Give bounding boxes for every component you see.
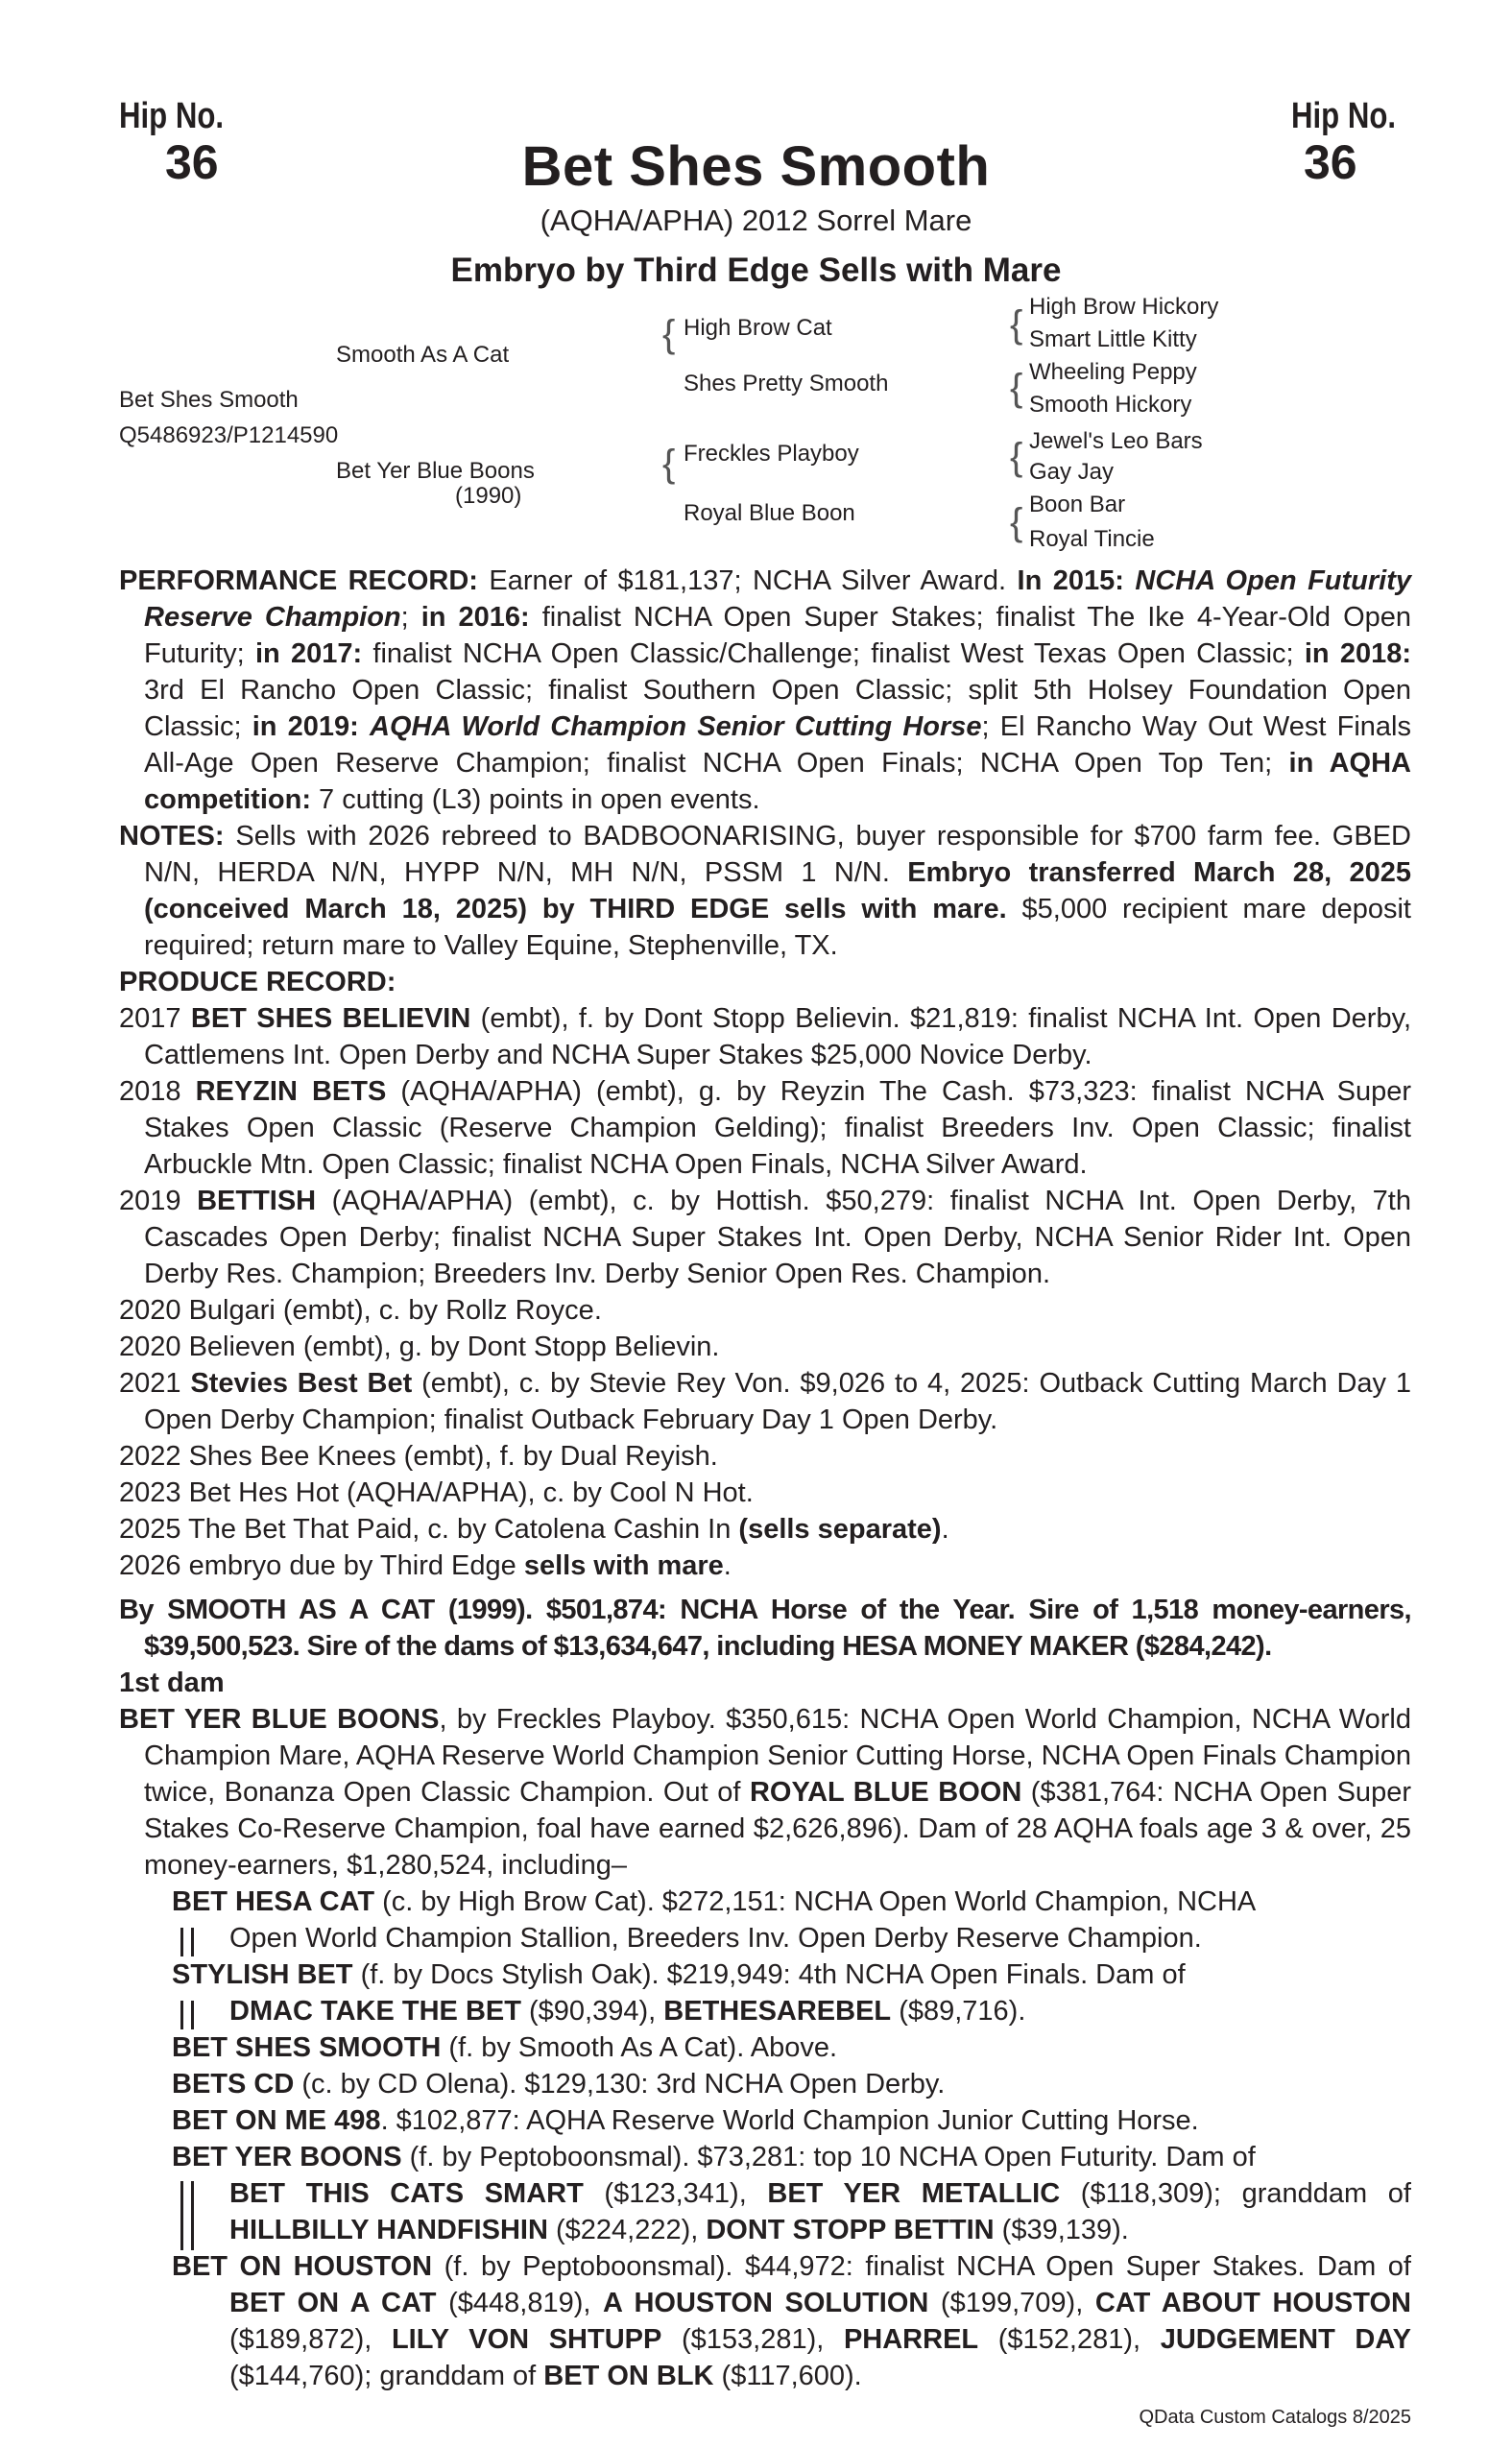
pedigree-dss: Jewel's Leo Bars — [1029, 428, 1203, 454]
pedigree-dds: Boon Bar — [1029, 492, 1126, 517]
hip-number-right: 36 — [1304, 135, 1357, 189]
hip-label-left: Hip No. — [119, 96, 225, 136]
produce-2022: 2022 Shes Bee Knees (embt), f. by Dual Reyish. — [119, 1441, 718, 1472]
brace-ss: { — [1010, 303, 1023, 346]
offspring-bet-yer-boons: BET YER BOONS (f. by Peptoboonsmal). $73,281: top 10 NCHA Open Futurity. Dam of — [119, 2139, 1411, 2175]
embryo-line: Embryo by Third Edge Sells with Mare — [450, 252, 1062, 289]
brace-sire: { — [662, 313, 676, 355]
producer-bar — [180, 1928, 194, 1956]
produce-2020a: 2020 Bulgari (embt), c. by Rollz Royce. — [119, 1295, 602, 1326]
pedigree-sds: Wheeling Peppy — [1029, 359, 1197, 385]
producer-bar — [180, 2001, 194, 2029]
pedigree-sire: Smooth As A Cat — [336, 342, 510, 368]
sire-paragraph: By SMOOTH AS A CAT (1999). $501,874: NCHA Horse of the Year. Sire of 1,518 money-earners, $39,500,523. Sire of the dams of $13,634,647, including HESA MONEY MAKER ($284,242). — [119, 1595, 1411, 1662]
pedigree-subject: Bet Shes Smooth — [119, 387, 299, 413]
produce-record-heading: PRODUCE RECORD: — [119, 967, 396, 997]
produce-2020b: 2020 Believen (embt), g. by Dont Stopp Believin. — [119, 1332, 720, 1362]
footer-credit: QData Custom Catalogs 8/2025 — [1139, 2407, 1411, 2428]
first-dam-paragraph: BET YER BLUE BOONS, by Freckles Playboy. $350,615: NCHA Open World Champion, NCHA World Champion Mare, AQHA Reserve World Champion Senior Cutting Horse, NCHA Open Finals Champion twice, Bonanza Open Classic Champion. Out of ROYAL BLUE BOON ($381,764: NCHA Open Super Stakes Co-Reserve Champion, foal have earned $2,626,896). Dam of 28 AQHA foals age 3 & over, 25 money-earners, $1,280,524, including– — [119, 1704, 1411, 1881]
offspring-bet-hesa-cat: BET HESA CAT (c. by High Brow Cat). $272,151: NCHA Open World Champion, NCHA Open World Champion Stallion, Breeders Inv. Open Derby Reserve Champion. — [119, 1884, 1411, 1956]
brace-sd: { — [1010, 367, 1023, 409]
first-dam-heading: 1st dam — [119, 1668, 225, 1698]
offspring-bet-yer-boons-detail: BET THIS CATS SMART ($123,341), BET YER METALLIC ($118,309); granddam of HILLBILLY HANDFISHIN ($224,222), DONT STOPP BETTIN ($39,139). — [229, 2178, 1411, 2245]
horse-name-title: Bet Shes Smooth — [521, 135, 991, 198]
produce-2023: 2023 Bet Hes Hot (AQHA/APHA), c. by Cool N Hot. — [119, 1477, 754, 1508]
brace-dd: { — [1010, 501, 1023, 543]
pedigree-ss: High Brow Cat — [684, 315, 832, 341]
pedigree-sd: Shes Pretty Smooth — [684, 371, 889, 396]
pedigree-sdd: Smooth Hickory — [1029, 392, 1192, 418]
pedigree-registration: Q5486923/P1214590 — [119, 422, 339, 448]
offspring-bet-shes-smooth: BET SHES SMOOTH (f. by Smooth As A Cat). Above. — [172, 2032, 838, 2063]
produce-2018: 2018 REYZIN BETS (AQHA/APHA) (embt), g. by Reyzin The Cash. $73,323: finalist NCHA Super Stakes Open Classic (Reserve Champion Gelding); finalist Breeders Inv. Open Classic; finalist Arbuckle Mtn. Open Classic; finalist NCHA Open Finals, NCHA Silver Award. — [119, 1076, 1412, 1180]
pedigree-dsd: Gay Jay — [1029, 459, 1115, 485]
offspring-stylish-bet: STYLISH BET (f. by Docs Stylish Oak). $219,949: 4th NCHA Open Finals. Dam of DMAC TAKE THE BET ($90,394), BETHESAREBEL ($89,716). — [119, 1956, 1411, 2029]
pedigree-ddd: Royal Tincie — [1029, 526, 1155, 552]
offspring-bet-on-me-498: BET ON ME 498. $102,877: AQHA Reserve World Champion Junior Cutting Horse. — [172, 2105, 1199, 2136]
produce-2021: 2021 Stevies Best Bet (embt), c. by Stevie Rey Von. $9,026 to 4, 2025: Outback Cutting March Day 1 Open Derby Champion; finalist Outback February Day 1 Open Derby. — [119, 1368, 1411, 1435]
brace-dam: { — [662, 443, 676, 485]
offspring-bet-on-houston: BET ON HOUSTON (f. by Peptoboonsmal). $44,972: finalist NCHA Open Super Stakes. Dam of BET ON A CAT ($448,819), A HOUSTON SOLUTION ($199,709), CAT ABOUT HOUSTON ($189,872), LILY VON SHTUPP ($153,281), PHARREL ($152,281), JUDGEMENT DAY ($144,760); granddam of BET ON BLK ($117,600). — [172, 2251, 1411, 2391]
performance-record: PERFORMANCE RECORD: Earner of $181,137; NCHA Silver Award. In 2015: NCHA Open Futurity Reserve Champion; in 2016: finalist NCHA Open Super Stakes; finalist The Ike 4-Year-Old Open Futurity; in 2017: finalist NCHA Open Classic/Challenge; finalist West Texas Open Classic; in 2018: 3rd El Rancho Open Classic; finalist Southern Open Classic; split 5th Holsey Foundation Open Classic; in 2019: AQHA World Champion Senior Cutting Horse; El Rancho Way Out West Finals All-Age Open Reserve Champion; finalist NCHA Open Finals; NCHA Open Top Ten; in AQHA competition: 7 cutting (L3) points in open events. — [119, 565, 1412, 815]
produce-2017: 2017 BET SHES BELIEVIN (embt), f. by Dont Stopp Believin. $21,819: finalist NCHA Int. Open Derby, Cattlemens Int. Open Derby and NCHA Super Stakes $25,000 Novice Derby. — [119, 1003, 1411, 1070]
pedigree-ssd: Smart Little Kitty — [1029, 326, 1197, 352]
pedigree-dd: Royal Blue Boon — [684, 500, 855, 526]
offspring-bets-cd: BETS CD (c. by CD Olena). $129,130: 3rd NCHA Open Derby. — [172, 2069, 946, 2100]
hip-label-right: Hip No. — [1291, 96, 1397, 136]
producer-bar — [180, 2181, 194, 2250]
produce-2025: 2025 The Bet That Paid, c. by Catolena Cashin In (sells separate). — [119, 1514, 949, 1545]
horse-description: (AQHA/APHA) 2012 Sorrel Mare — [540, 204, 972, 237]
catalog-body — [119, 563, 1411, 2394]
produce-2026: 2026 embryo due by Third Edge sells with mare. — [119, 1550, 732, 1581]
pedigree-dam: Bet Yer Blue Boons — [336, 458, 535, 484]
brace-ds: { — [1010, 436, 1023, 478]
produce-2019: 2019 BETTISH (AQHA/APHA) (embt), c. by Hottish. $50,279: finalist NCHA Int. Open Derby, 7th Cascades Open Derby; finalist NCHA Super Stakes Int. Open Derby, NCHA Senior Rider Int. Open Derby Res. Champion; Breeders Inv. Derby Senior Open Res. Champion. — [119, 1186, 1411, 1289]
pedigree-sss: High Brow Hickory — [1029, 294, 1219, 320]
hip-number-left: 36 — [165, 135, 219, 189]
pedigree-dam-year: (1990) — [455, 483, 522, 509]
notes: NOTES: Sells with 2026 rebreed to BADBOONARISING, buyer responsible for $700 farm fee. GBED N/N, HERDA N/N, HYPP N/N, MH N/N, PSSM 1 N/N. Embryo transferred March 28, 2025 (conceived March 18, 2025) by THIRD EDGE sells with mare. $5,000 recipient mare deposit required; return mare to Valley Equine, Stephenville, TX. — [119, 821, 1411, 961]
pedigree-ds: Freckles Playboy — [684, 441, 859, 467]
